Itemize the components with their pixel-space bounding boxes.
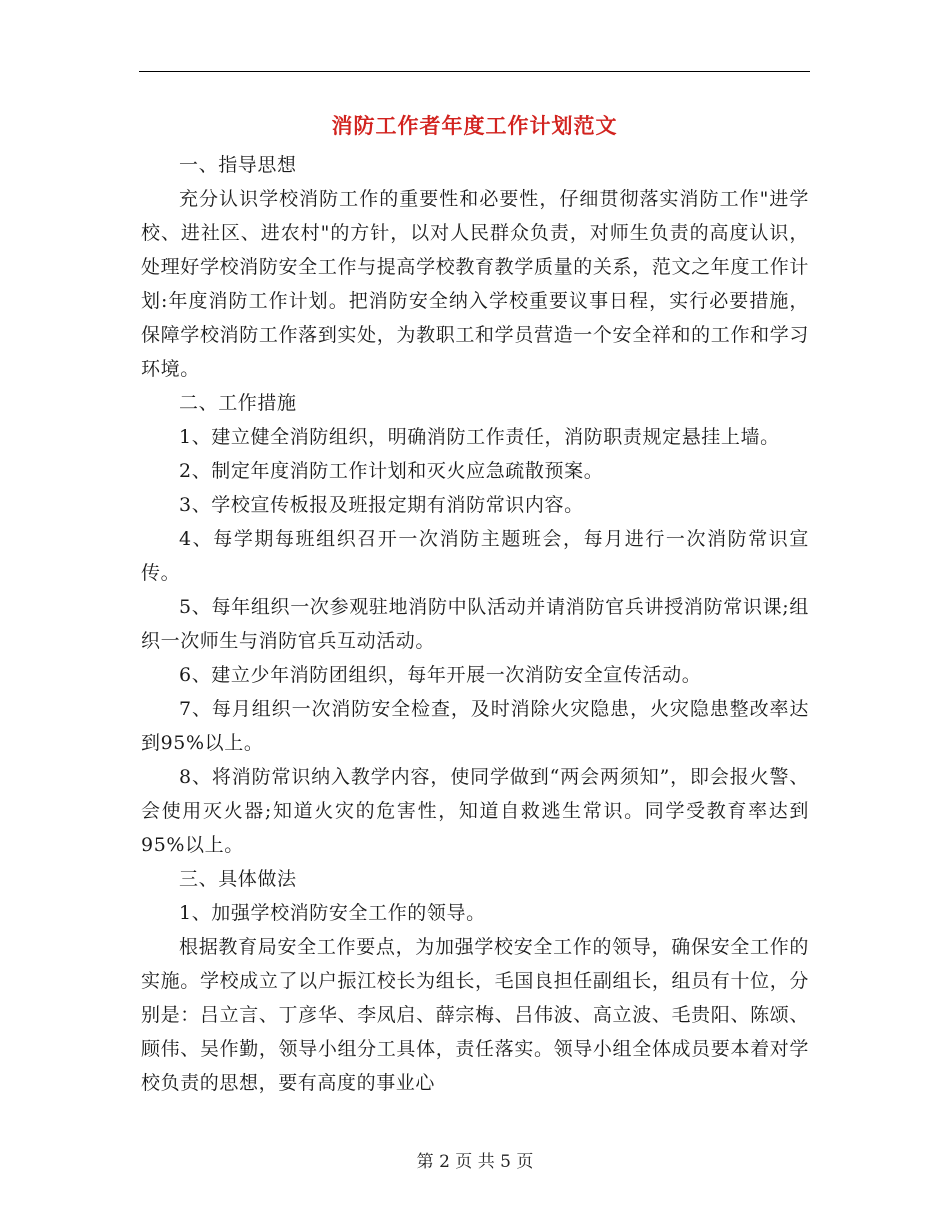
section-heading: 二、工作措施: [179, 392, 297, 414]
list-item: 8、将消防常识纳入教学内容，使同学做到“两会两须知”，即会报火警、会使用灭火器;知道火灾的危害性，知道自救逃生常识。同学受教育率达到95%以上。: [141, 766, 809, 856]
page-number: 第 2 页 共 5 页: [416, 1152, 534, 1172]
section-heading: 三、具体做法: [179, 868, 297, 890]
header-rule: [139, 71, 810, 72]
list-item: 6、建立少年消防团组织，每年开展一次消防安全宣传活动。: [179, 664, 702, 686]
paragraph: 充分认识学校消防工作的重要性和必要性，仔细贯彻落实消防工作"进学校、进社区、进农村"的方针，以对人民群众负责，对师生负责的高度认识，处理好学校消防安全工作与提高学校教育教学质量的关系，范文之年度工作计划:年度消防工作计划。把消防安全纳入学校重要议事日程，实行必要措施，保障学校消防工作落到实处，为教职工和学员营造一个安全祥和的工作和学习环境。: [141, 188, 809, 380]
paragraph: 根据教育局安全工作要点，为加强学校安全工作的领导，确保安全工作的实施。学校成立了以户振江校长为组长，毛国良担任副组长，组员有十位，分别是：吕立言、丁彦华、李凤启、薛宗梅、吕伟波、高立波、毛贵阳、陈颂、顾伟、吴作勤，领导小组分工具体，责任落实。领导小组全体成员要本着对学校负责的思想，要有高度的事业心: [141, 936, 809, 1094]
list-item: 2、制定年度消防工作计划和灭火应急疏散预案。: [179, 460, 604, 482]
list-item: 1、建立健全消防组织，明确消防工作责任，消防职责规定悬挂上墙。: [179, 426, 780, 448]
section-heading: 一、指导思想: [179, 154, 297, 176]
subsection-heading: 1、加强学校消防安全工作的领导。: [179, 902, 486, 924]
list-item: 5、每年组织一次参观驻地消防中队活动并请消防官兵讲授消防常识课;组织一次师生与消防官兵互动活动。: [141, 596, 809, 652]
list-item: 7、每月组织一次消防安全检查，及时消除火灾隐患，火灾隐患整改率达到95%以上。: [141, 698, 809, 754]
list-item: 4、每学期每班组织召开一次消防主题班会，每月进行一次消防常识宣传。: [141, 528, 809, 584]
document-body: [141, 148, 809, 1100]
list-item: 3、学校宣传板报及班报定期有消防常识内容。: [179, 494, 584, 516]
document-title: 消防工作者年度工作计划范文: [331, 113, 618, 138]
